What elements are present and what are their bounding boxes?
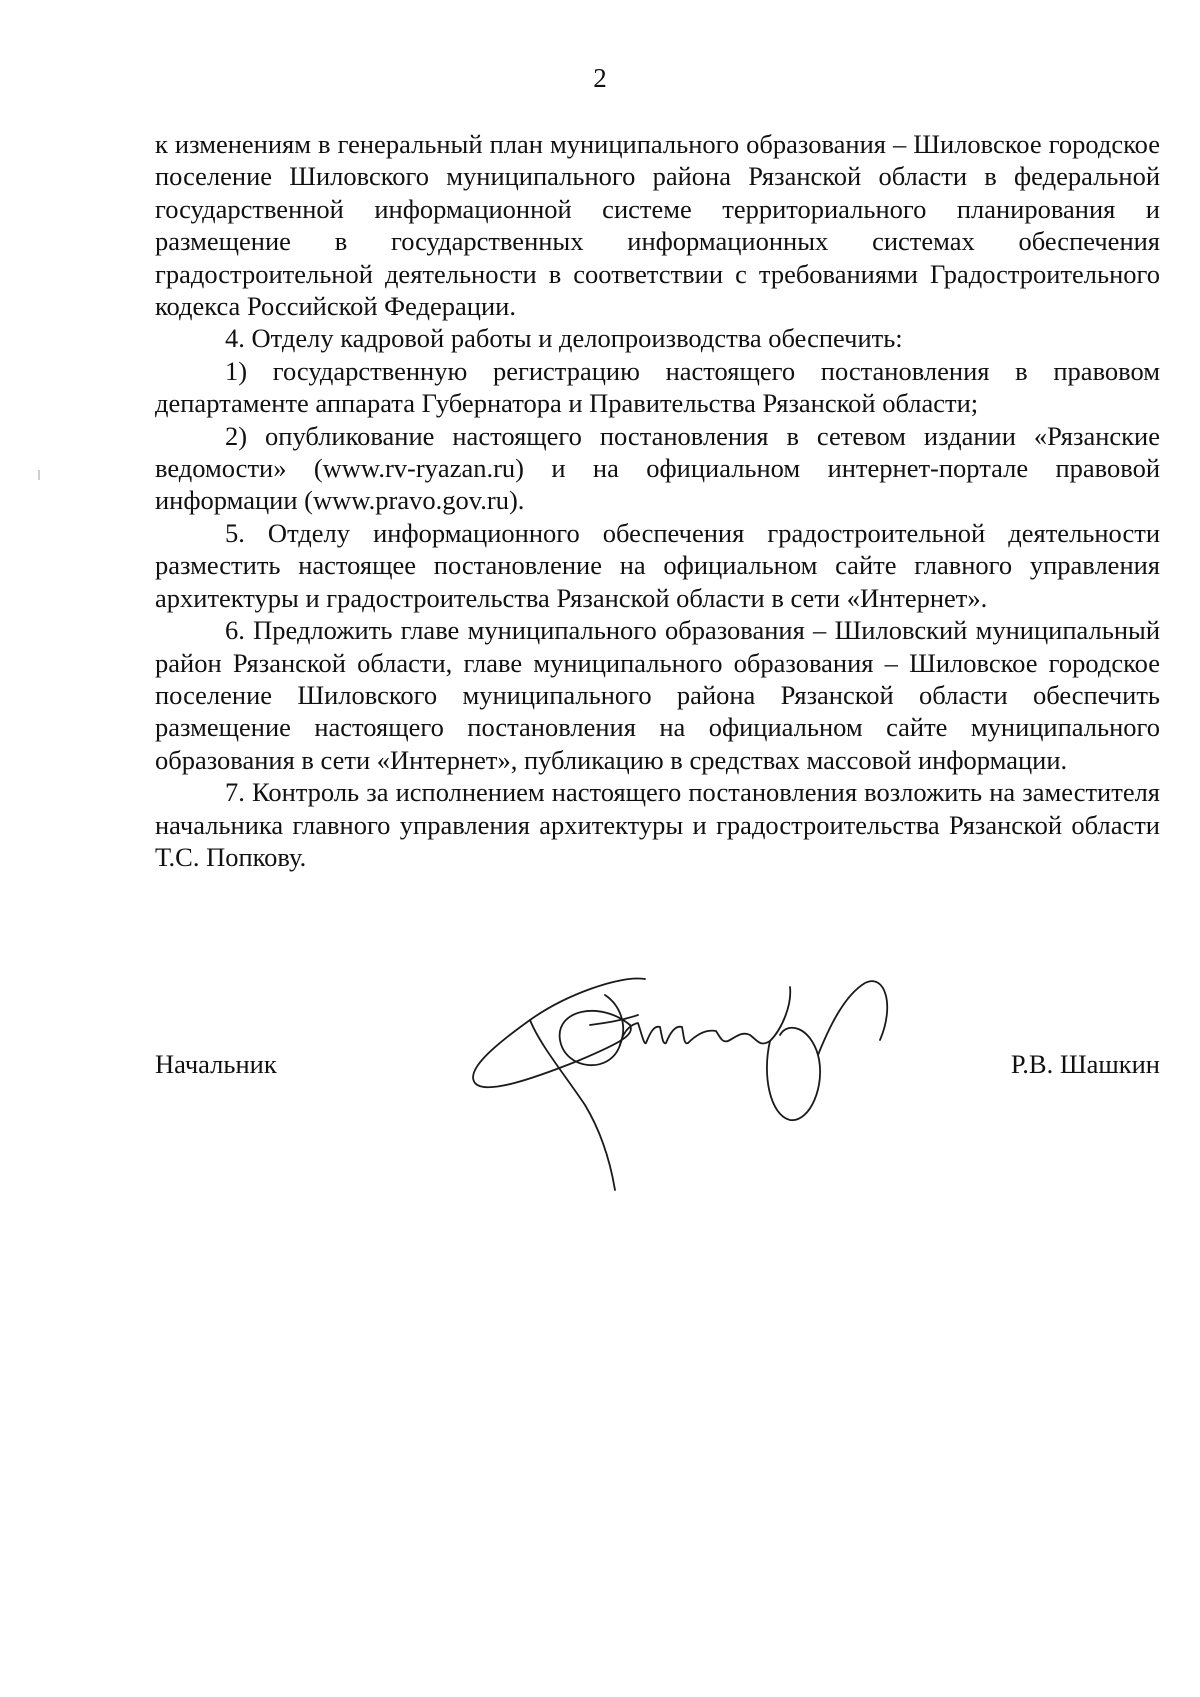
paragraph-item-5: 5. Отделу информационного обеспечения градостроительной деятельности разместить настоящее постановление на официальном сайте главного управления архитектуры и градостроительства Рязанской области в сети «Интернет». [155, 517, 1160, 613]
page-number: 2 [593, 63, 607, 93]
document-body [155, 128, 1160, 873]
signatory-name: Р.В. Шашкин [1010, 1049, 1160, 1079]
paragraph-item-7: 7. Контроль за исполнением настоящего постановления возложить на заместителя начальника главного управления архитектуры и градостроительства Рязанской области Т.С. Попкову. [155, 777, 1160, 872]
paragraph-item-4-2: 2) опубликование настоящего постановления в сетевом издании «Рязанские ведомости» (www.rv-ryazan.ru) и на официальном интернет-портале правовой информации (www.pravo.gov.ru). [155, 420, 1160, 516]
signatory-position: Начальник [155, 1049, 277, 1079]
scan-margin-mark [38, 470, 40, 480]
paragraph-item-4-1: 1) государственную регистрацию настоящего постановления в правовом департаменте аппарата Губернатора и Правительства Рязанской области; [155, 355, 1160, 419]
paragraph-continuation: к изменениям в генеральный план муниципального образования – Шиловское городское поселение Шиловского муниципального района Рязанской области в федеральной государственной информационной системе территориального планирования и размещение в государственных информационных системах обеспечения градостроительной деятельности в соответствии с требованиями Градостроительного кодекса Российской Федерации. [155, 129, 1160, 322]
paragraph-item-6: 6. Предложить главе муниципального образования – Шиловский муниципальный район Рязанской области, главе муниципального образования – Шиловское городское поселение Шиловского муниципального района Рязанской области обеспечить размещение настоящего постановления на официальном сайте муниципального образования в сети «Интернет», публикацию в средствах массовой информации. [155, 615, 1160, 775]
signature-block [155, 1048, 1160, 1088]
paragraph-item-4: 4. Отделу кадровой работы и делопроизводства обеспечить: [225, 323, 903, 354]
